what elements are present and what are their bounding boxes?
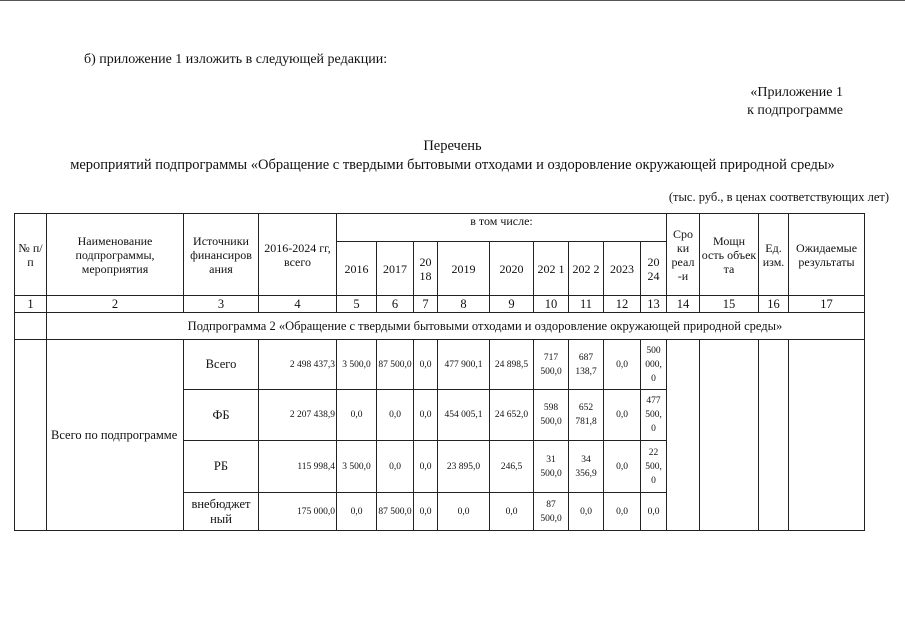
column-number: 15 xyxy=(700,296,759,313)
value-cell: 0,0 xyxy=(604,340,641,390)
header-terms: Сро ки реал -и xyxy=(667,214,700,296)
row-num-cell xyxy=(15,340,47,531)
total-cell: 175 000,0 xyxy=(259,493,337,531)
column-number: 17 xyxy=(789,296,865,313)
value-cell: 3 500,0 xyxy=(337,441,377,493)
source-cell: внебюджет ный xyxy=(184,493,259,531)
value-cell: 687 138,7 xyxy=(569,340,604,390)
value-cell: 717 500,0 xyxy=(534,340,569,390)
value-cell: 24 652,0 xyxy=(490,390,534,441)
column-number: 16 xyxy=(759,296,789,313)
value-cell: 87 500,0 xyxy=(534,493,569,531)
column-number: 8 xyxy=(438,296,490,313)
value-cell: 598 500,0 xyxy=(534,390,569,441)
results-cell xyxy=(789,340,865,531)
header-sources: Источники финансиров ания xyxy=(184,214,259,296)
column-number: 7 xyxy=(414,296,438,313)
value-cell: 0,0 xyxy=(414,441,438,493)
unit-cell xyxy=(759,340,789,531)
value-cell: 0,0 xyxy=(438,493,490,531)
column-number: 12 xyxy=(604,296,641,313)
value-cell: 87 500,0 xyxy=(377,340,414,390)
value-cell: 3 500,0 xyxy=(337,340,377,390)
header-year: 2019 xyxy=(438,242,490,296)
header-including: в том числе: xyxy=(337,214,667,242)
column-number: 9 xyxy=(490,296,534,313)
value-cell: 477 500, 0 xyxy=(641,390,667,441)
value-cell: 0,0 xyxy=(569,493,604,531)
column-number-row xyxy=(15,296,865,313)
source-cell: ФБ xyxy=(184,390,259,441)
value-cell: 0,0 xyxy=(641,493,667,531)
value-cell: 23 895,0 xyxy=(438,441,490,493)
total-cell: 2 207 438,9 xyxy=(259,390,337,441)
top-border-line xyxy=(0,0,905,1)
appendix-reference xyxy=(747,84,843,120)
document-title: Перечень xyxy=(423,138,482,154)
value-cell: 0,0 xyxy=(414,493,438,531)
appendix-line-1: «Приложение 1 xyxy=(750,85,843,100)
header-unit: Ед. изм. xyxy=(759,214,789,296)
header-total: 2016-2024 гг, всего xyxy=(259,214,337,296)
column-number: 3 xyxy=(184,296,259,313)
value-cell: 0,0 xyxy=(337,390,377,441)
value-cell: 0,0 xyxy=(414,340,438,390)
header-num: № п/п xyxy=(15,214,47,296)
total-cell: 115 998,4 xyxy=(259,441,337,493)
value-cell: 0,0 xyxy=(377,441,414,493)
row-name: Всего по подпрограмме xyxy=(47,340,184,531)
value-cell: 477 900,1 xyxy=(438,340,490,390)
value-cell: 0,0 xyxy=(604,441,641,493)
value-cell: 0,0 xyxy=(377,390,414,441)
terms-cell xyxy=(667,340,700,531)
column-number: 11 xyxy=(569,296,604,313)
intro-text: б) приложение 1 изложить в следующей редакции: xyxy=(84,52,388,67)
total-cell: 2 498 437,3 xyxy=(259,340,337,390)
column-number: 10 xyxy=(534,296,569,313)
table-row xyxy=(15,340,865,390)
value-cell: 454 005,1 xyxy=(438,390,490,441)
value-cell: 0,0 xyxy=(337,493,377,531)
capacity-cell xyxy=(700,340,759,531)
value-cell: 31 500,0 xyxy=(534,441,569,493)
value-cell: 0,0 xyxy=(604,493,641,531)
value-cell: 24 898,5 xyxy=(490,340,534,390)
value-cell: 0,0 xyxy=(490,493,534,531)
column-number: 14 xyxy=(667,296,700,313)
header-year: 20 18 xyxy=(414,242,438,296)
subprogram-title: Подпрограмма 2 «Обращение с твердыми бытовыми отходами и оздоровление окружающей природной среды» xyxy=(47,313,865,340)
header-results: Ожидаемые результаты xyxy=(789,214,865,296)
column-number: 6 xyxy=(377,296,414,313)
header-year: 2023 xyxy=(604,242,641,296)
value-cell: 87 500,0 xyxy=(377,493,414,531)
header-capacity: Мощн ость объек та xyxy=(700,214,759,296)
column-number: 2 xyxy=(47,296,184,313)
value-cell: 0,0 xyxy=(414,390,438,441)
subprogram-row xyxy=(15,313,865,340)
value-cell: 500 000, 0 xyxy=(641,340,667,390)
header-year: 202 1 xyxy=(534,242,569,296)
value-cell: 246,5 xyxy=(490,441,534,493)
header-name: Наименование подпрограммы, мероприятия xyxy=(47,214,184,296)
measures-table xyxy=(14,213,865,531)
source-cell: Всего xyxy=(184,340,259,390)
subprogram-num-cell xyxy=(15,313,47,340)
header-year: 2016 xyxy=(337,242,377,296)
header-year: 2017 xyxy=(377,242,414,296)
units-note: (тыс. руб., в ценах соответствующих лет) xyxy=(668,190,889,204)
column-number: 5 xyxy=(337,296,377,313)
value-cell: 34 356,9 xyxy=(569,441,604,493)
column-number: 13 xyxy=(641,296,667,313)
value-cell: 0,0 xyxy=(604,390,641,441)
column-number: 1 xyxy=(15,296,47,313)
header-year: 202 2 xyxy=(569,242,604,296)
document-subtitle: мероприятий подпрограммы «Обращение с твердыми бытовыми отходами и оздоровление окружающей природной среды» xyxy=(70,157,835,173)
appendix-line-2: к подпрограмме xyxy=(747,103,843,118)
column-number: 4 xyxy=(259,296,337,313)
value-cell: 652 781,8 xyxy=(569,390,604,441)
header-row-1 xyxy=(15,214,865,242)
header-year: 20 24 xyxy=(641,242,667,296)
value-cell: 22 500, 0 xyxy=(641,441,667,493)
source-cell: РБ xyxy=(184,441,259,493)
header-year: 2020 xyxy=(490,242,534,296)
